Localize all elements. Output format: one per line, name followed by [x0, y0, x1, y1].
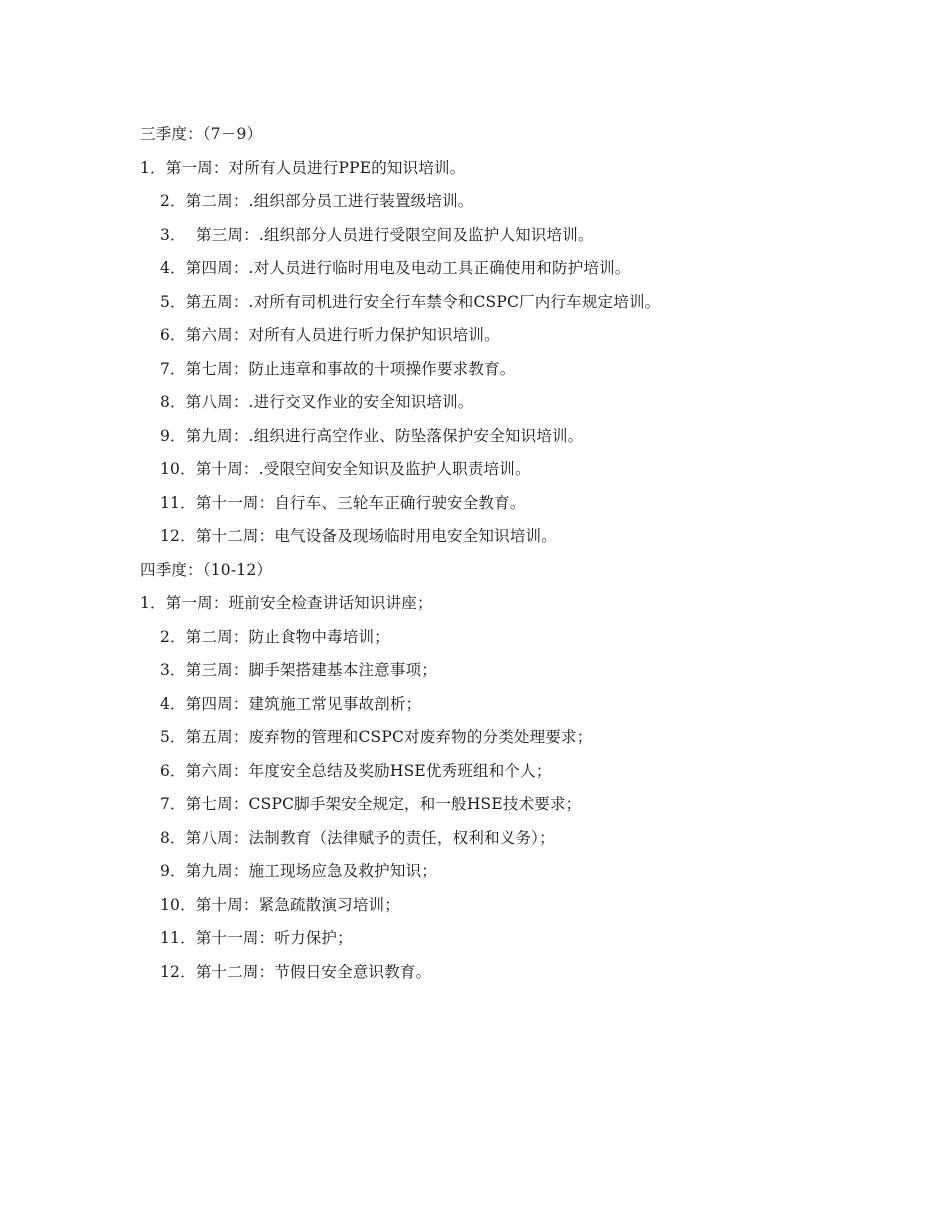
q4-item-7: 7．第七周：CSPC脚手架安全规定，和一般HSE技术要求； [160, 795, 582, 813]
q4-item-1: 1．第一周：班前安全检查讲话知识讲座； [140, 594, 433, 612]
q3-item-2: 2．第二周：.组织部分员工进行装置级培训。 [160, 192, 474, 210]
q4-heading: 四季度：（10-12） [140, 560, 273, 579]
q3-item-10: 10．第十周：.受限空间安全知识及监护人职责培训。 [160, 460, 531, 478]
q3-item-12: 12．第十二周：电气设备及现场临时用电安全知识培训。 [160, 527, 557, 545]
q3-item-3: 3． 第三周：.组织部分人员进行受限空间及监护人知识培训。 [160, 225, 594, 244]
q3-item-11: 11．第十一周：自行车、三轮车正确行驶安全教育。 [160, 493, 526, 512]
q4-item-6: 6．第六周：年度安全总结及奖励HSE优秀班组和个人； [160, 761, 552, 780]
document-body [140, 118, 840, 989]
q4-item-4: 4．第四周：建筑施工常见事故剖析； [160, 694, 422, 713]
q4-item-3: 3．第三周：脚手架搭建基本注意事项； [160, 661, 437, 679]
q4-item-5: 5．第五周：废弃物的管理和CSPC对废弃物的分类处理要求； [160, 728, 593, 746]
q4-item-11: 11．第十一周：听力保护； [160, 929, 353, 947]
q4-item-10: 10．第十周：紧急疏散演习培训； [160, 895, 400, 914]
q4-item-9: 9．第九周：施工现场应急及救护知识； [160, 862, 437, 880]
q3-item-1: 1．第一周：对所有人员进行PPE的知识培训。 [140, 158, 466, 177]
q3-item-9: 9．第九周：.组织进行高空作业、防坠落保护安全知识培训。 [160, 426, 584, 445]
q4-item-2: 2．第二周：防止食物中毒培训； [160, 627, 390, 646]
q3-item-6: 6．第六周：对所有人员进行听力保护知识培训。 [160, 326, 500, 344]
q4-item-8: 8．第八周：法制教育（法律赋予的责任，权利和义务）； [160, 828, 555, 847]
q3-item-5: 5．第五周：.对所有司机进行安全行车禁令和CSPC厂内行车规定培训。 [160, 292, 661, 311]
q3-heading: 三季度：（7－9） [140, 125, 263, 143]
q4-item-12: 12．第十二周：节假日安全意识教育。 [160, 962, 432, 981]
q3-item-4: 4．第四周：.对人员进行临时用电及电动工具正确使用和防护培训。 [160, 259, 631, 277]
q3-item-8: 8．第八周：.进行交叉作业的安全知识培训。 [160, 393, 474, 411]
q3-item-7: 7．第七周：防止违章和事故的十项操作要求教育。 [160, 359, 516, 378]
